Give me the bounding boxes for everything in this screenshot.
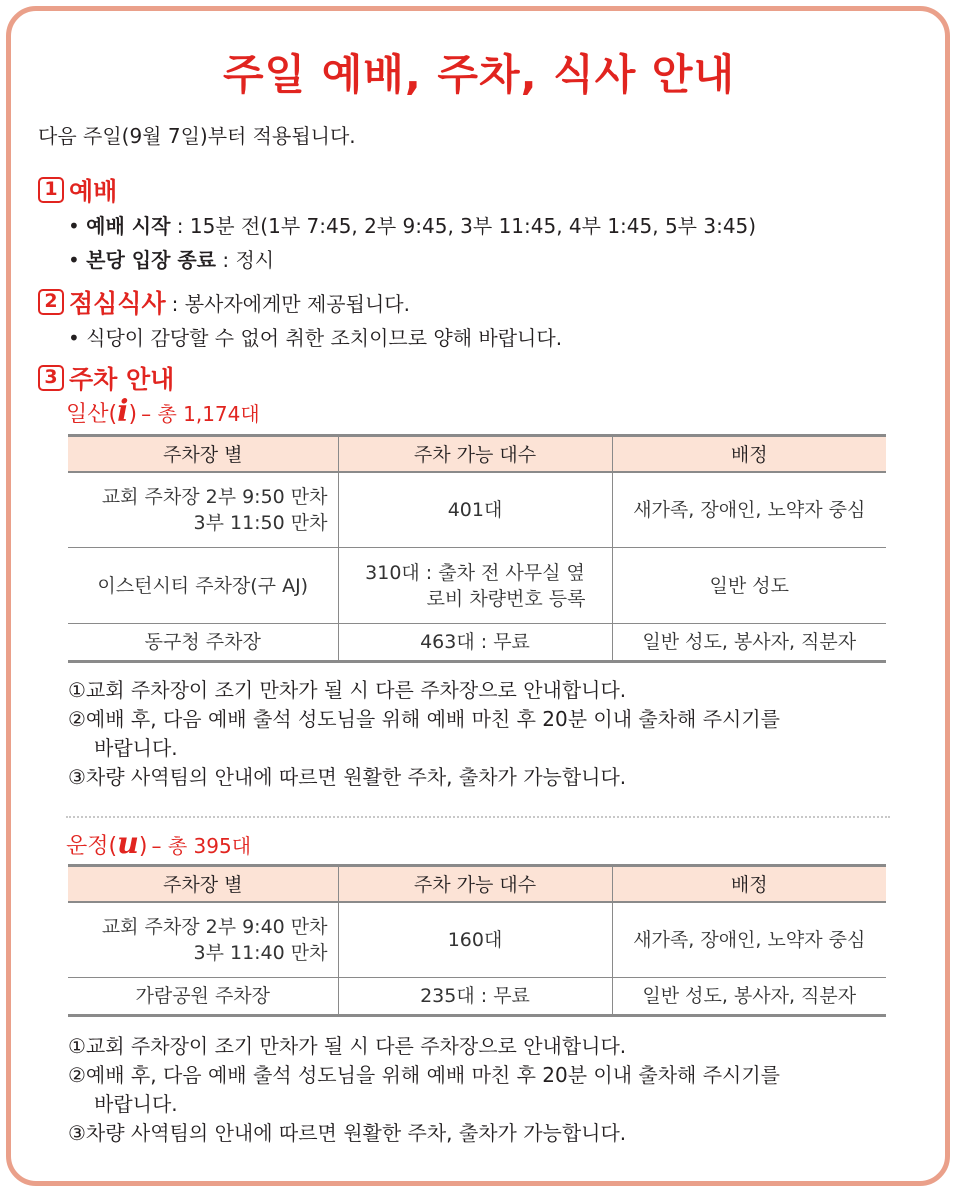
cell-lot: 동구청 주차장 xyxy=(68,624,338,662)
table-row xyxy=(68,472,886,548)
cell-assign: 새가족, 장애인, 노약자 중심 xyxy=(612,902,886,978)
table-row xyxy=(68,548,886,624)
ilsan-heading xyxy=(66,394,260,429)
col-header-count: 주차 가능 대수 xyxy=(338,436,612,472)
section-worship-heading xyxy=(38,172,117,208)
cell-lot xyxy=(68,472,338,548)
section-lunch-label: 점심식사 xyxy=(69,289,166,318)
bullet-lunch-note: • 식당이 감당할 수 없어 취한 조치이므로 양해 바랍니다. xyxy=(68,326,563,350)
bullet-text: 식당이 감당할 수 없어 취한 조치이므로 양해 바랍니다. xyxy=(86,326,563,350)
ilsan-name: 일산( xyxy=(66,402,118,427)
intro-text: 다음 주일(9월 7일)부터 적용됩니다. xyxy=(38,124,356,148)
note-line: ①교회 주차장이 조기 만차가 될 시 다른 주차장으로 안내합니다. xyxy=(68,678,627,702)
section-parking-label: 주차 안내 xyxy=(69,365,175,394)
table-header-row xyxy=(68,866,886,902)
table-row xyxy=(68,978,886,1016)
count-line-2: 로비 차량번호 등록 xyxy=(426,587,586,610)
unjeong-parking-table xyxy=(68,864,886,1017)
col-header-assign: 배정 xyxy=(612,866,886,902)
note-line: 바랍니다. xyxy=(94,736,178,760)
number-badge-3: 3 xyxy=(38,365,64,391)
bullet-key: 본당 입장 종료 xyxy=(86,248,217,272)
table-header-row xyxy=(68,436,886,472)
table-row xyxy=(68,902,886,978)
lot-line-1: 교회 주차장 2부 9:40 만차 xyxy=(101,915,328,938)
cell-assign: 일반 성도 xyxy=(612,548,886,624)
note-line: ③차량 사역팀의 안내에 따르면 원활한 주차, 출차가 가능합니다. xyxy=(68,1121,627,1145)
cell-count: 401대 xyxy=(338,472,612,548)
ilsan-letter: i xyxy=(117,394,129,429)
unjeong-total: – 총 395대 xyxy=(151,834,252,858)
section-worship-label: 예배 xyxy=(69,177,118,206)
bullet-entry-close: • 본당 입장 종료 : 정시 xyxy=(68,248,275,272)
ilsan-total: – 총 1,174대 xyxy=(141,402,260,426)
cell-lot: 이스턴시티 주차장(구 AJ) xyxy=(68,548,338,624)
unjeong-close: ) xyxy=(138,834,148,859)
ilsan-parking-table xyxy=(68,434,886,663)
note-line: ②예배 후, 다음 예배 출석 성도님을 위해 예배 마친 후 20분 이내 출차해 주시기를 xyxy=(68,1063,780,1087)
note-line: ②예배 후, 다음 예배 출석 성도님을 위해 예배 마친 후 20분 이내 출차해 주시기를 xyxy=(68,707,780,731)
col-header-count: 주차 가능 대수 xyxy=(338,866,612,902)
cell-count: 235대 : 무료 xyxy=(338,978,612,1016)
dotted-divider xyxy=(66,816,890,818)
cell-assign: 일반 성도, 봉사자, 직분자 xyxy=(612,624,886,662)
lot-line-2: 3부 11:40 만차 xyxy=(193,941,328,964)
unjeong-heading xyxy=(66,826,251,861)
note-line: 바랍니다. xyxy=(94,1092,178,1116)
lot-line-2: 3부 11:50 만차 xyxy=(193,511,328,534)
table-row xyxy=(68,624,886,662)
cell-assign: 일반 성도, 봉사자, 직분자 xyxy=(612,978,886,1016)
unjeong-name: 운정( xyxy=(66,834,118,859)
cell-count xyxy=(338,548,612,624)
cell-count: 160대 xyxy=(338,902,612,978)
section-lunch-tail: : 봉사자에게만 제공됩니다. xyxy=(171,291,410,316)
col-header-lot: 주차장 별 xyxy=(68,436,338,472)
lot-line-1: 교회 주차장 2부 9:50 만차 xyxy=(101,485,328,508)
cell-assign: 새가족, 장애인, 노약자 중심 xyxy=(612,472,886,548)
cell-lot xyxy=(68,902,338,978)
section-lunch-heading xyxy=(38,284,410,320)
note-line: ③차량 사역팀의 안내에 따르면 원활한 주차, 출차가 가능합니다. xyxy=(68,765,627,789)
count-line-1: 310대 : 출차 전 사무실 옆 xyxy=(365,561,585,584)
ilsan-notes xyxy=(68,676,898,792)
note-line: ①교회 주차장이 조기 만차가 될 시 다른 주차장으로 안내합니다. xyxy=(68,1034,627,1058)
bullet-key: 예배 시작 xyxy=(86,214,171,238)
bullet-text: : 정시 xyxy=(216,248,275,272)
unjeong-letter: u xyxy=(117,826,139,861)
col-header-lot: 주차장 별 xyxy=(68,866,338,902)
bullet-worship-start: • 예배 시작 : 15분 전(1부 7:45, 2부 9:45, 3부 11:45, 4부 1:45, 5부 3:45) xyxy=(68,214,757,238)
cell-count: 463대 : 무료 xyxy=(338,624,612,662)
page-title: 주일 예배, 주차, 식사 안내 xyxy=(222,50,736,99)
section-parking-heading xyxy=(38,360,174,396)
ilsan-close: ) xyxy=(128,402,138,427)
number-badge-1: 1 xyxy=(38,177,64,203)
number-badge-2: 2 xyxy=(38,289,64,315)
unjeong-notes xyxy=(68,1032,898,1148)
bullet-text: : 15분 전(1부 7:45, 2부 9:45, 3부 11:45, 4부 1:45, 5부 3:45) xyxy=(170,214,757,238)
cell-lot: 가람공원 주차장 xyxy=(68,978,338,1016)
col-header-assign: 배정 xyxy=(612,436,886,472)
